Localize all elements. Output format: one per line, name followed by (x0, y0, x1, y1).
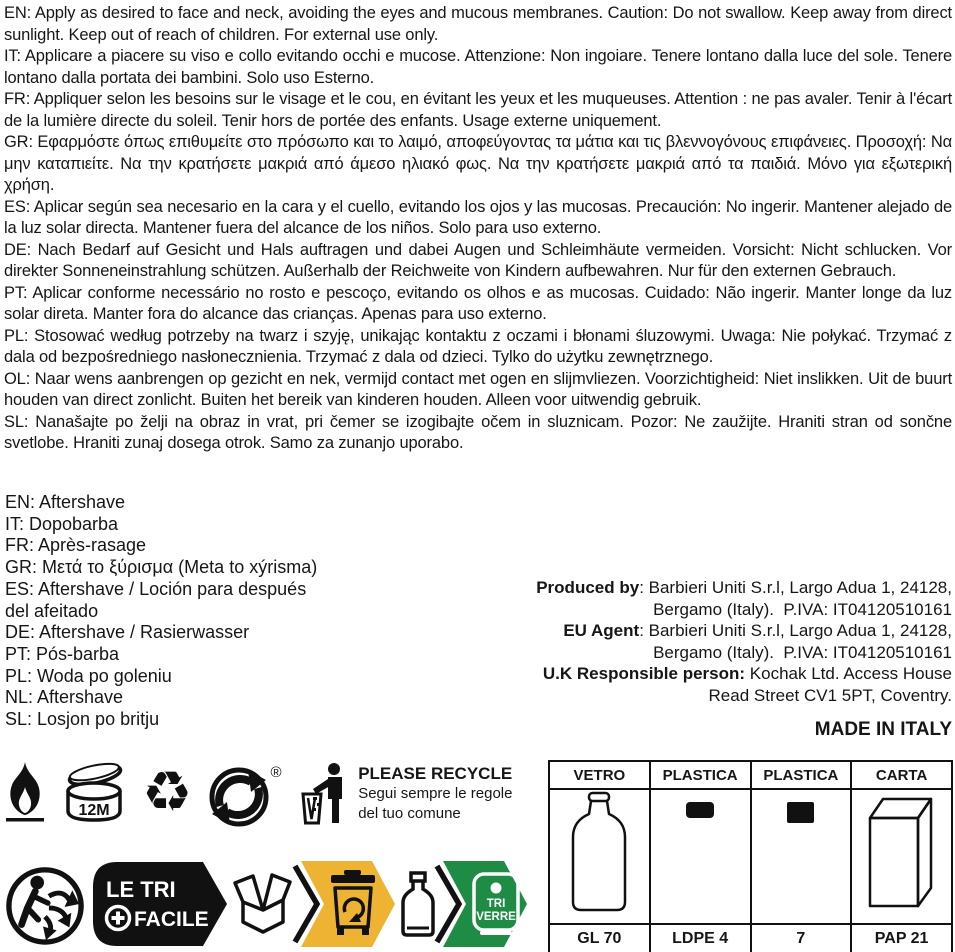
recycle-note: Segui sempre le regole del tuo comune (358, 785, 513, 822)
product-name-nl: NL: Aftershave (5, 687, 124, 708)
produced-by-text: : Barbieri Uniti S.r.l, Largo Adua 1, 24128, Bergamo (Italy). P.IVA: IT04120510161 (639, 578, 952, 619)
direction-line-fr: FR: Appliquer selon les besoins sur le visage et le cou, en évitant les yeux et les muqueuses. Attention : ne pas avaler. Tenir à l'écart de la lumière directe du soleil. Tenir hors de portée des enfants. Usage externe uniquement. (4, 90, 952, 130)
made-in-italy-text: MADE IN ITALY (814, 719, 952, 740)
direction-line-de: DE: Nach Bedarf auf Gesicht und Hals auftragen und dabei Augen und Schleimhäute vermeiden. Vorsicht: Nicht schlucken. Vor direkter Sonneneinstrahlung schützen. Außerhalb der Reichweite von Kindern aufbewahren. Nur für den externen Gebrauch. (4, 240, 952, 280)
product-name-fr: FR: Après-rasage (5, 535, 147, 556)
cell-plastica-square (751, 789, 852, 924)
glass-bottle-icon (563, 790, 635, 918)
plastic-square-icon (787, 802, 814, 823)
table-header-row (549, 761, 952, 789)
recycling-mobius-icon: ♻ (142, 760, 193, 825)
uk-responsible-text: Kochak Ltd. Access House Read Street CV1 5PT, Coventry. (708, 664, 952, 705)
product-name-en: EN: Aftershave (5, 492, 126, 512)
please-recycle-title: PLEASE RECYCLE (358, 764, 513, 783)
eu-agent-text: : Barbieri Uniti S.r.l, Largo Adua 1, 24128, Bergamo (Italy). P.IVA: IT04120510161 (639, 621, 952, 662)
tri-verre-line1: TRI (486, 898, 506, 910)
pao-12m-icon (62, 761, 126, 827)
direction-line-es: ES: Aplicar según sea necesario en la cara y el cuello, evitando los ojos y las mucosas. Precaución: No ingerir. Mantener alejado de la luz solar directa. Mantener fuera del alcance de los niños. Solo para uso externo. (4, 197, 952, 237)
product-names-block (5, 492, 327, 731)
open-box-icon (235, 875, 290, 932)
tri-verre-line2: VERRE (476, 911, 516, 923)
product-name-pl: PL: Woda po goleniu (5, 665, 172, 686)
code-pap21: PAP 21 (851, 924, 952, 952)
banner-black-box (93, 862, 227, 946)
green-dot-icon (206, 761, 288, 827)
le-tri-facile-banner (91, 861, 528, 948)
direction-line-nl: OL: Naar wens aanbrengen op gezicht en nek, vermijd contact met ogen en slijmvliezen. Voorzichtigheid: Niet inslikken. Uit de buurt houden van direct zonlicht. Buiten het bereik van kinderen houden. Alleen voor uitwendig gebruik. (4, 369, 952, 409)
code-ldpe4: LDPE 4 (650, 924, 751, 952)
cell-carta-icon (851, 789, 952, 924)
flammable-icon (4, 761, 46, 827)
sorting-banner-row (5, 861, 528, 949)
cell-vetro-icon (549, 789, 650, 924)
header-plastica-2: PLASTICA (751, 761, 852, 789)
cardboard-box-icon (862, 790, 942, 916)
direction-line-it: IT: Applicare a piacere su viso e collo evitando occhi e mucose. Attenzione: Non ingoiare. Tenere lontano dalla luce del sole. Tenere lontano dalla portata dei bambini. Solo uso Esterno. (4, 47, 952, 87)
product-name-es: ES: Aftershave / Loción para después del afeitado (5, 578, 307, 621)
direction-line-pt: PT: Aplicar conforme necessário no rosto e pescoço, evitando os olhos e as mucosas. Cuidado: Não ingerir. Manter longe da luz solar direta. Manter fora do alcance das crianças. Apenas para uso externo. (4, 283, 952, 323)
table-code-row (549, 924, 952, 952)
product-name-sl: SL: Losjon po britju (5, 709, 160, 730)
pao-12m-label: 12M (78, 802, 110, 819)
direction-line-pl: PL: Stosować według potrzeby na twarz i szyję, unikając kontaktu z oczami i błonami śluzowymi. Uwaga: Nie połykać. Trzymać z dala od bezpośredniego nasłonecznienia. Trzymać z dala od dzieci. Tylko do użytku zewnętrznego. (4, 326, 952, 366)
product-name-pt: PT: Pós-barba (5, 643, 120, 664)
product-name-gr: GR: Μετά το ξύρισμα (Meta to xýrisma) (5, 557, 318, 578)
eu-agent-label: EU Agent (563, 621, 640, 641)
le-tri-label: LE TRI (106, 877, 176, 902)
uk-responsible-label: U.K Responsible person: (542, 664, 746, 684)
recycle-text-block (358, 761, 530, 823)
plastic-cap-icon (686, 802, 714, 818)
compliance-icons-row (4, 761, 530, 827)
code-7: 7 (751, 924, 852, 952)
direction-line-sl: SL: Nanašajte po želji na obraz in vrat, pri čemer se izogibajte očem in sluznicam. Pozor: Ne zaužijte. Hraniti stran od sončne svetlobe. Hraniti zunaj dosega otrok. Samo za zunanjo uporabo. (4, 412, 952, 452)
direction-line-gr: GR: Εφαρμόστε όπως επιθυμείτε στο πρόσωπο και το λαιμό, αποφεύγοντας τα μάτια και τις βλεννογόνους επιφάνειες. Προσοχή: Να μην καταπιείτε. Να την κρατήσετε μακριά από άμεσο ηλιακό φως. Να την κρατήσετε μακριά από τα παιδιά. Μόνο για εξωτερική χρήση. (4, 133, 952, 194)
material-disposal-table (548, 760, 953, 952)
tidy-man-icon (300, 761, 348, 827)
directions-block (4, 3, 952, 455)
cell-plastica-cap (650, 789, 751, 924)
eu-agent-line (512, 620, 952, 663)
produced-by-label: Produced by (536, 578, 640, 597)
facile-label: FACILE (134, 908, 209, 931)
product-name-it: IT: Dopobarba (5, 513, 119, 534)
header-plastica-1: PLASTICA (650, 761, 751, 789)
uk-responsible-line (512, 663, 952, 706)
header-carta: CARTA (851, 761, 952, 789)
product-name-de: DE: Aftershave / Rasierwasser (5, 622, 250, 643)
bottle-icon (403, 873, 433, 935)
direction-line-en: EN: Apply as desired to face and neck, avoiding the eyes and mucous membranes. Caution: Do not swallow. Keep away from direct sunlight. Keep out of reach of children. For external use only. (4, 4, 952, 44)
header-vetro: VETRO (549, 761, 650, 789)
triman-icon (5, 861, 85, 949)
code-gl70: GL 70 (549, 924, 650, 952)
produced-by-line (512, 577, 952, 620)
producer-info (512, 577, 952, 707)
table-icon-row (549, 789, 952, 924)
registered-mark: ® (270, 764, 282, 781)
